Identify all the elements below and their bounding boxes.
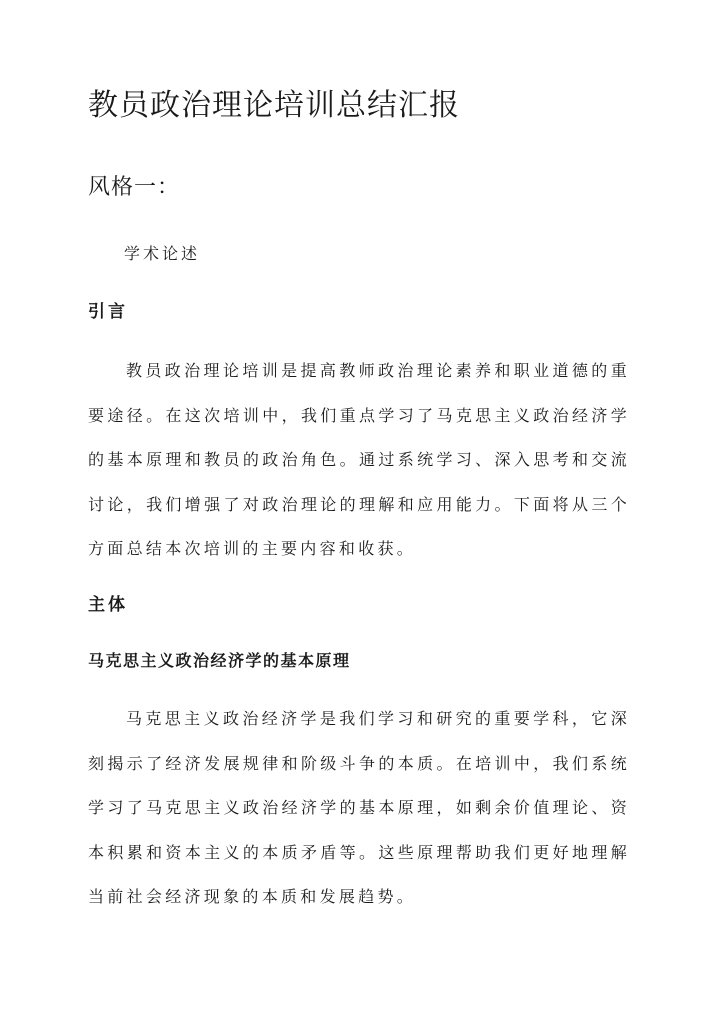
intro-paragraph: 教员政治理论培训是提高教师政治理论素养和职业道德的重要途径。在这次培训中，我们重点学习了马克思主义政治经济学的基本原理和教员的政治角色。通过系统学习、深入思考和交流讨论，我们增强了对政治理论的理解和应用能力。下面将从三个方面总结本次培训的主要内容和收获。 (88, 361, 630, 559)
style-label: 学术论述 (124, 244, 201, 263)
style-heading: 风格一： (88, 175, 181, 200)
body-heading: 主体 (88, 595, 128, 615)
subsection-paragraph: 马克思主义政治经济学是我们学习和研究的重要学科，它深刻揭示了经济发展规律和阶级斗争的本质。在培训中，我们系统学习了马克思主义政治经济学的基本原理，如剩余价值理论、资本积累和资本主义的本质矛盾等。这些原理帮助我们更好地理解当前社会经济现象的本质和发展趋势。 (88, 709, 630, 907)
subsection-heading: 马克思主义政治经济学的基本原理 (88, 651, 351, 670)
document-title: 教员政治理论培训总结汇报 (88, 88, 460, 123)
intro-heading: 引言 (88, 302, 128, 322)
